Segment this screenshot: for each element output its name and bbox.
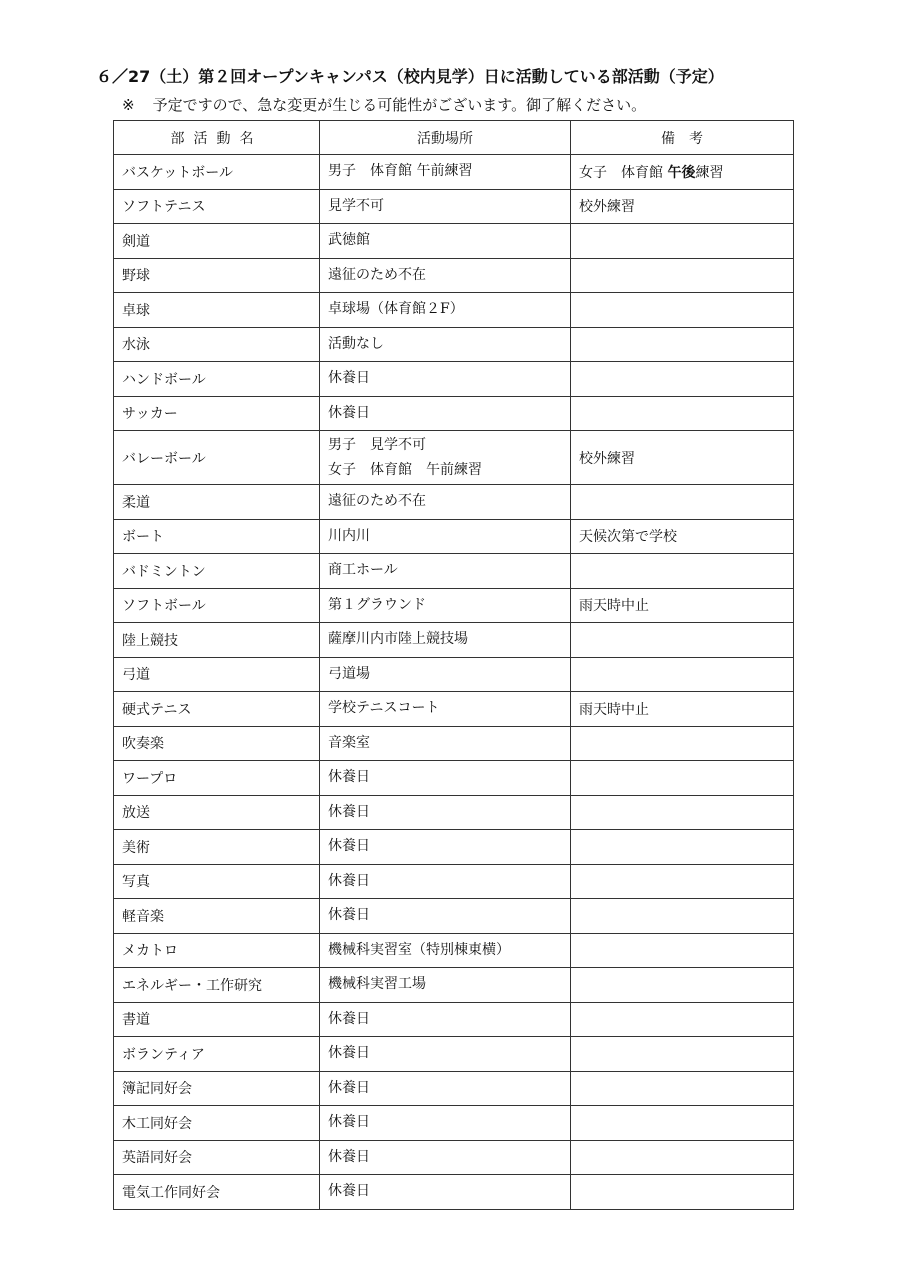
activity-place-line: 活動なし	[328, 335, 384, 352]
club-name: 美術	[114, 830, 320, 865]
activity-place-line: 商工ホール	[328, 562, 398, 579]
table-row	[114, 224, 794, 259]
remark	[571, 362, 794, 397]
table-row	[114, 864, 794, 899]
table-row	[114, 293, 794, 328]
activity-place-line: 休養日	[328, 1010, 370, 1027]
activity-place-line: 休養日	[328, 1079, 370, 1096]
club-name: 柔道	[114, 485, 320, 520]
remark	[571, 258, 794, 293]
activity-place	[320, 588, 571, 623]
club-name: ハンドボール	[114, 362, 320, 397]
table-row	[114, 327, 794, 362]
remark	[571, 224, 794, 259]
activity-place-line: 男子 見学不可	[328, 436, 426, 453]
activity-place	[320, 362, 571, 397]
activity-place	[320, 519, 571, 554]
activity-place	[320, 830, 571, 865]
activity-place-line: 休養日	[328, 769, 370, 786]
club-name: ボランティア	[114, 1037, 320, 1072]
club-name: サッカー	[114, 396, 320, 431]
activity-place-line: 遠征のため不在	[328, 266, 426, 283]
remark	[571, 155, 794, 190]
table-row	[114, 726, 794, 761]
remark	[571, 968, 794, 1003]
activity-place-line: 遠征のため不在	[328, 493, 426, 510]
page-title: ６／27（土）第２回オープンキャンパス（校内見学）日に活動している部活動（予定）	[96, 67, 724, 86]
table-row	[114, 485, 794, 520]
activity-place-line: 休養日	[328, 370, 370, 387]
activity-place-line: 休養日	[328, 907, 370, 924]
remark-text: 校外練習	[579, 450, 635, 467]
header-club-name: 部活動名	[114, 121, 320, 155]
remark-text: 雨天時中止	[579, 598, 649, 615]
table-row	[114, 1002, 794, 1037]
activity-place-line: 機械科実習工場	[328, 976, 426, 993]
club-name: 陸上競技	[114, 623, 320, 658]
club-name: 水泳	[114, 327, 320, 362]
table-row	[114, 968, 794, 1003]
activity-place-line: 休養日	[328, 1045, 370, 1062]
remark	[571, 1106, 794, 1141]
table-row	[114, 1071, 794, 1106]
table-row	[114, 396, 794, 431]
club-name: 書道	[114, 1002, 320, 1037]
table-row	[114, 554, 794, 589]
remark-text: 午後	[667, 164, 696, 181]
activity-place	[320, 795, 571, 830]
activity-place-line: 休養日	[328, 803, 370, 820]
remark	[571, 899, 794, 934]
remark	[571, 657, 794, 692]
header-activity-place: 活動場所	[320, 121, 571, 155]
club-name: 野球	[114, 258, 320, 293]
table-row	[114, 899, 794, 934]
club-name: 弓道	[114, 657, 320, 692]
remark	[571, 761, 794, 796]
remark-text: 女子 体育館	[579, 164, 668, 181]
remark	[571, 519, 794, 554]
remark	[571, 431, 794, 485]
remark	[571, 623, 794, 658]
activity-place-line: 薩摩川内市陸上競技場	[328, 631, 468, 648]
activity-place-line: 学校テニスコート	[328, 700, 440, 717]
remark-text: 天候次第で学校	[579, 529, 677, 546]
table-row	[114, 189, 794, 224]
activity-place	[320, 155, 571, 190]
activity-place	[320, 554, 571, 589]
activity-place	[320, 1106, 571, 1141]
remark	[571, 1175, 794, 1210]
remark-text: 校外練習	[579, 199, 635, 216]
club-name: バスケットボール	[114, 155, 320, 190]
remark	[571, 1071, 794, 1106]
club-name: 電気工作同好会	[114, 1175, 320, 1210]
activity-place	[320, 623, 571, 658]
table-row	[114, 588, 794, 623]
club-name: バドミントン	[114, 554, 320, 589]
remark	[571, 396, 794, 431]
activity-place	[320, 692, 571, 727]
remark	[571, 864, 794, 899]
table-row	[114, 830, 794, 865]
activity-place-line: 機械科実習室（特別棟東横）	[328, 941, 510, 958]
activity-place-line: 休養日	[328, 404, 370, 421]
activity-place-line: 見学不可	[328, 197, 384, 214]
activity-place	[320, 761, 571, 796]
activity-place	[320, 485, 571, 520]
table-row	[114, 1140, 794, 1175]
activity-place	[320, 968, 571, 1003]
club-activity-table	[113, 120, 794, 1210]
activity-place	[320, 327, 571, 362]
activity-place	[320, 189, 571, 224]
disclaimer-note	[122, 92, 902, 118]
table-row	[114, 155, 794, 190]
header-remarks: 備 考	[571, 121, 794, 155]
club-name: ソフトテニス	[114, 189, 320, 224]
activity-place	[320, 431, 571, 485]
activity-place-line: 男子 体育館 午前練習	[328, 163, 473, 180]
table-row	[114, 761, 794, 796]
remark	[571, 554, 794, 589]
table-row	[114, 933, 794, 968]
activity-place-line: 音楽室	[328, 734, 370, 751]
table-row	[114, 1175, 794, 1210]
activity-place	[320, 224, 571, 259]
activity-place	[320, 1002, 571, 1037]
club-name: 簿記同好会	[114, 1071, 320, 1106]
remark	[571, 327, 794, 362]
activity-place	[320, 1175, 571, 1210]
club-name: エネルギー・工作研究	[114, 968, 320, 1003]
note-text: 予定ですので、急な変更が生じる可能性がございます。御了解ください。	[152, 96, 647, 114]
activity-place	[320, 726, 571, 761]
remark	[571, 933, 794, 968]
club-name: 硬式テニス	[114, 692, 320, 727]
activity-place	[320, 396, 571, 431]
remark	[571, 692, 794, 727]
table-row	[114, 795, 794, 830]
club-name: 木工同好会	[114, 1106, 320, 1141]
table-row	[114, 431, 794, 485]
remark	[571, 1140, 794, 1175]
club-name: 写真	[114, 864, 320, 899]
club-name: 放送	[114, 795, 320, 830]
club-name: 卓球	[114, 293, 320, 328]
remark-text: 雨天時中止	[579, 701, 649, 718]
club-name: 剣道	[114, 224, 320, 259]
table-row	[114, 258, 794, 293]
club-name: ボート	[114, 519, 320, 554]
table-row	[114, 623, 794, 658]
activity-place	[320, 864, 571, 899]
activity-place-line: 武徳館	[328, 232, 370, 249]
table-header-row	[114, 121, 794, 155]
activity-place-line: 川内川	[328, 527, 370, 544]
activity-place-line: 休養日	[328, 838, 370, 855]
remark	[571, 588, 794, 623]
remark	[571, 1002, 794, 1037]
activity-place-line: 第１グラウンド	[328, 596, 426, 613]
club-name: メカトロ	[114, 933, 320, 968]
remark-text: 練習	[695, 164, 724, 181]
table-row	[114, 692, 794, 727]
activity-place-line: 休養日	[328, 1183, 370, 1200]
activity-place-line: 卓球場（体育館２F）	[328, 301, 464, 318]
activity-place	[320, 258, 571, 293]
club-name: 軽音楽	[114, 899, 320, 934]
remark	[571, 189, 794, 224]
table-row	[114, 362, 794, 397]
table-row	[114, 1037, 794, 1072]
remark	[571, 795, 794, 830]
club-name: バレーボール	[114, 431, 320, 485]
note-mark: ※	[122, 96, 135, 114]
activity-place-line: 休養日	[328, 1148, 370, 1165]
remark	[571, 293, 794, 328]
remark	[571, 726, 794, 761]
activity-place-line: 弓道場	[328, 665, 370, 682]
remark	[571, 830, 794, 865]
club-name: 英語同好会	[114, 1140, 320, 1175]
club-name: ソフトボール	[114, 588, 320, 623]
activity-place	[320, 1071, 571, 1106]
activity-place-line: 休養日	[328, 1114, 370, 1131]
activity-place	[320, 1037, 571, 1072]
table-row	[114, 519, 794, 554]
activity-place	[320, 293, 571, 328]
remark	[571, 485, 794, 520]
club-name: ワープロ	[114, 761, 320, 796]
table-row	[114, 657, 794, 692]
activity-place	[320, 933, 571, 968]
activity-place	[320, 899, 571, 934]
remark	[571, 1037, 794, 1072]
club-name: 吹奏楽	[114, 726, 320, 761]
activity-place-line: 休養日	[328, 872, 370, 889]
table-row	[114, 1106, 794, 1141]
activity-place	[320, 1140, 571, 1175]
activity-place	[320, 657, 571, 692]
activity-place-line: 女子 体育館 午前練習	[328, 461, 482, 478]
